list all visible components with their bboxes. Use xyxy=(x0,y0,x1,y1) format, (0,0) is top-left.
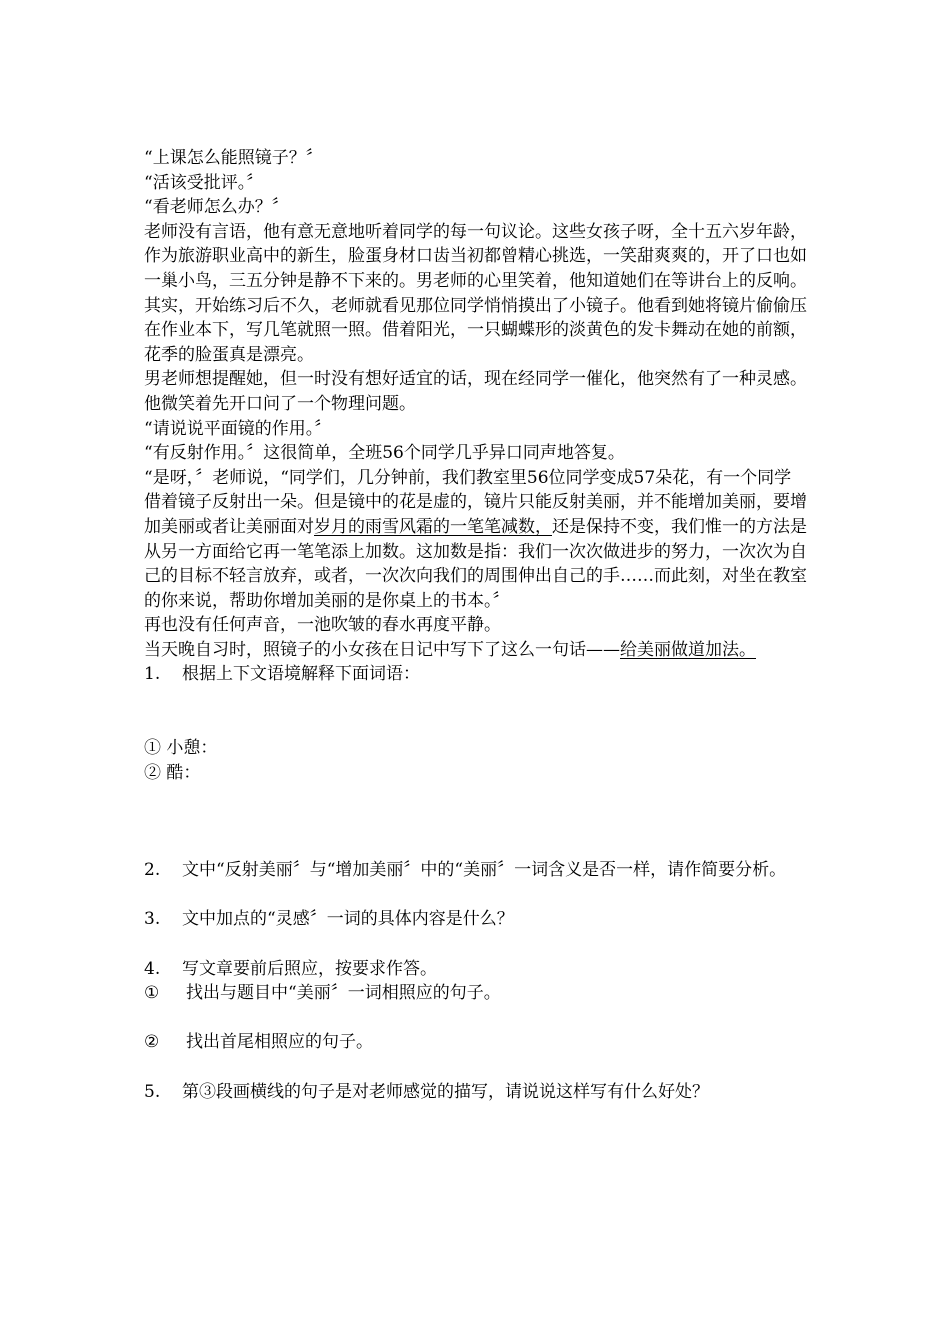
question-4-item-1 xyxy=(144,981,808,1006)
passage-paragraph-1: “上课怎么能照镜子？〞 xyxy=(144,148,323,168)
question-2-number: 2. xyxy=(144,860,161,881)
passage-paragraph-9: “有反射作用。〞这很简单，全班56个同学几乎异口同声地答复。 xyxy=(144,443,625,464)
passage-paragraph-2: “活该受批评。〞 xyxy=(144,172,264,193)
question-3-number: 3. xyxy=(144,909,161,930)
passage-paragraph-5: 其实，开始练习后不久，老师就看见那位同学悄悄摸出了小镜子。他看到她将镜片偷偷压在作业本下，写几笔就照一照。借着阳光，一只蝴蝶形的淡黄色的发卡舞动在她的前额，花季的脸蛋真是漂亮。 xyxy=(144,295,807,365)
question-5 xyxy=(144,1080,808,1105)
question-5-text: 第③段画横线的句子是对老师感觉的描写，请说说这样写有什么好处？ xyxy=(182,1081,709,1102)
question-4-item-1-text: 找出与题目中“美丽〞一词相照应的句子。 xyxy=(186,983,501,1004)
passage-paragraph-10 xyxy=(144,466,808,614)
passage-paragraph-6: 男老师想提醒她，但一时没有想好适宜的话，现在经同学一催化，他突然有了一种灵感。 xyxy=(144,369,807,390)
question-4-number: 4. xyxy=(144,958,161,979)
document-page xyxy=(144,146,808,1104)
passage-paragraph-7: 他微笑着先开口问了一个物理问题。 xyxy=(144,393,416,414)
passage-paragraph-11: 再也没有任何声音，一池吹皱的春水再度平静。 xyxy=(144,615,501,636)
question-2 xyxy=(144,858,808,883)
question-3 xyxy=(144,907,808,932)
question-4-item-2 xyxy=(144,1030,808,1055)
underlined-title-phrase: 给美丽做道加法。 xyxy=(620,639,756,660)
question-3-text: 文中加点的“灵感〞一词的具体内容是什么？ xyxy=(182,909,514,930)
passage-paragraph-8: “请说说平面镜的作用。〞 xyxy=(144,418,332,439)
question-1-item-2: ② 酷： xyxy=(144,762,201,783)
question-1-item-1: ① 小憩： xyxy=(144,738,218,759)
passage-paragraph-12-text: 当天晚自习时，照镜子的小女孩在日记中写下了这么一句话—— xyxy=(144,639,620,660)
question-1-number: 1. xyxy=(144,664,161,685)
passage-paragraph-4: 老师没有言语，他有意无意地听着同学的每一句议论。这些女孩子呀，全十五六岁年龄，作为旅游职业高中的新生，脸蛋身材口齿当初都曾精心挑选，一笑甜爽爽的，开了口也如一巢小鸟，三五分钟是静不下来的。男老师的心里笑着，他知道她们在等讲台上的反响。 xyxy=(144,221,807,291)
passage-paragraph-10-text-a: “是呀，〞老师说，“同学们，几分钟前，我们教室里56位同学变成57朵花，有一个同学借着镜子反射出一朵。但是镜中的花是虚的，镜片只能反射美丽，并不能增加美丽，要增加美丽或者让美丽面对 xyxy=(144,467,807,537)
passage-paragraph-3: “看老师怎么办？〞 xyxy=(144,197,289,218)
passage-paragraph-10-text-b: 还是保持不变，我们惟一的方法是从另一方面给它再一笔笔添上加数。这加数是指：我们一次次做进步的努力，一次次为自己的目标不轻言放弃，或者，一次次向我们的周围伸出自己的手……而此刻，对坐在教室的你来说，帮助你增加美丽的是你桌上的书本。〞 xyxy=(144,516,807,611)
question-4-item-2-text: 找出首尾相照应的句子。 xyxy=(186,1032,373,1053)
question-4-text: 写文章要前后照应，按要求作答。 xyxy=(182,958,437,979)
question-4-item-1-number: ① xyxy=(144,983,160,1004)
question-1 xyxy=(144,662,808,687)
question-2-text: 文中“反射美丽〞与“增加美丽〞中的“美丽〞一词含义是否一样，请作简要分析。 xyxy=(182,860,787,881)
question-5-number: 5. xyxy=(144,1081,161,1102)
passage-paragraph-12 xyxy=(144,638,808,663)
question-4 xyxy=(144,957,808,982)
question-4-item-2-number: ② xyxy=(144,1032,160,1053)
underlined-sentence: 岁月的雨雪风霜的一笔笔减数， xyxy=(314,516,552,537)
question-1-text: 根据上下文语境解释下面词语： xyxy=(182,664,420,685)
